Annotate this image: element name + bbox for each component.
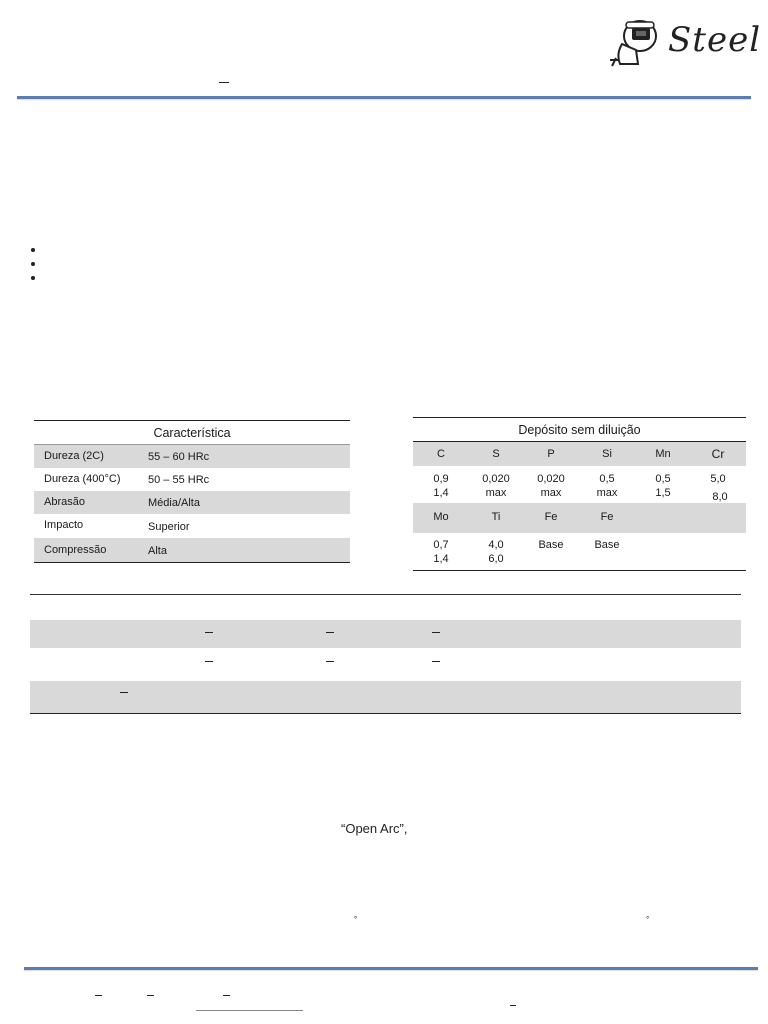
dash	[223, 995, 230, 996]
dash	[120, 692, 128, 693]
element-cr: Cr	[711, 447, 725, 461]
dash	[326, 632, 334, 633]
value-p: 0,020 max	[537, 473, 565, 499]
lower-table-row-3	[30, 681, 741, 713]
element-ti: Ti	[491, 511, 501, 523]
lower-table-bottom-rule	[30, 713, 741, 714]
table-row	[413, 503, 746, 533]
value-fe-2: Base	[594, 539, 620, 551]
row-label: Impacto	[44, 519, 84, 531]
row-label: Dureza (2C)	[44, 450, 104, 462]
element-si: Si	[602, 448, 612, 460]
element-fe: Fe	[544, 511, 558, 523]
dash	[95, 995, 102, 996]
table-row	[413, 442, 746, 466]
table-row	[413, 533, 746, 570]
footer-rule	[24, 967, 758, 970]
row-label: Compressão	[44, 544, 107, 556]
dash	[326, 661, 334, 662]
table-row	[34, 491, 350, 514]
dash	[432, 661, 440, 662]
lower-table-top-rule	[30, 594, 741, 595]
table-row	[413, 466, 746, 503]
value-cr: 5,0 8,0	[710, 473, 728, 503]
element-s: S	[492, 448, 500, 460]
header-rule	[17, 96, 751, 99]
table-row	[34, 538, 350, 562]
element-mo: Mo	[433, 511, 449, 523]
element-fe-2: Fe	[600, 511, 614, 523]
value-s: 0,020 max	[482, 473, 510, 499]
bullet-1	[31, 248, 35, 252]
value-fe: Base	[538, 539, 564, 551]
characteristics-table	[34, 420, 350, 563]
open-arc-text: “Open Arc”,	[341, 821, 408, 836]
row-value: Superior	[148, 521, 190, 533]
row-value: Alta	[148, 545, 167, 557]
bullet-2	[31, 262, 35, 266]
value-si: 0,5 max	[596, 473, 618, 499]
bullet-3	[31, 276, 35, 280]
deposit-title: Depósito sem diluição	[413, 417, 746, 442]
element-mn: Mn	[655, 448, 671, 460]
row-value: 55 – 60 HRc	[148, 451, 210, 463]
degree-symbol: °	[646, 915, 650, 924]
row-label: Abrasão	[44, 496, 85, 508]
dash	[205, 632, 213, 633]
value-c: 0,9 1,4	[433, 473, 449, 499]
value-mn: 0,5 1,5	[655, 473, 671, 499]
lower-table-row-1	[30, 620, 741, 648]
row-value: Média/Alta	[148, 497, 200, 509]
dash	[147, 995, 154, 996]
deposit-table	[413, 417, 746, 571]
header-dash	[219, 82, 229, 83]
dash	[205, 661, 213, 662]
logo-text: Steel	[668, 20, 762, 60]
degree-symbol: °	[354, 915, 358, 924]
characteristics-title: Característica	[34, 421, 350, 445]
table-row	[34, 468, 350, 491]
row-label: Dureza (400°C)	[44, 473, 121, 485]
row-value: 50 – 55 HRc	[148, 474, 210, 486]
value-ti: 4,0 6,0	[488, 539, 504, 565]
footer-link-underline	[196, 1010, 303, 1011]
value-mo: 0,7 1,4	[433, 539, 449, 565]
table-row	[34, 445, 350, 468]
dash	[432, 632, 440, 633]
table-row	[34, 514, 350, 538]
element-p: P	[547, 448, 555, 460]
welder-mascot-icon	[608, 14, 668, 70]
element-c: C	[437, 448, 445, 460]
dash	[510, 1005, 516, 1006]
